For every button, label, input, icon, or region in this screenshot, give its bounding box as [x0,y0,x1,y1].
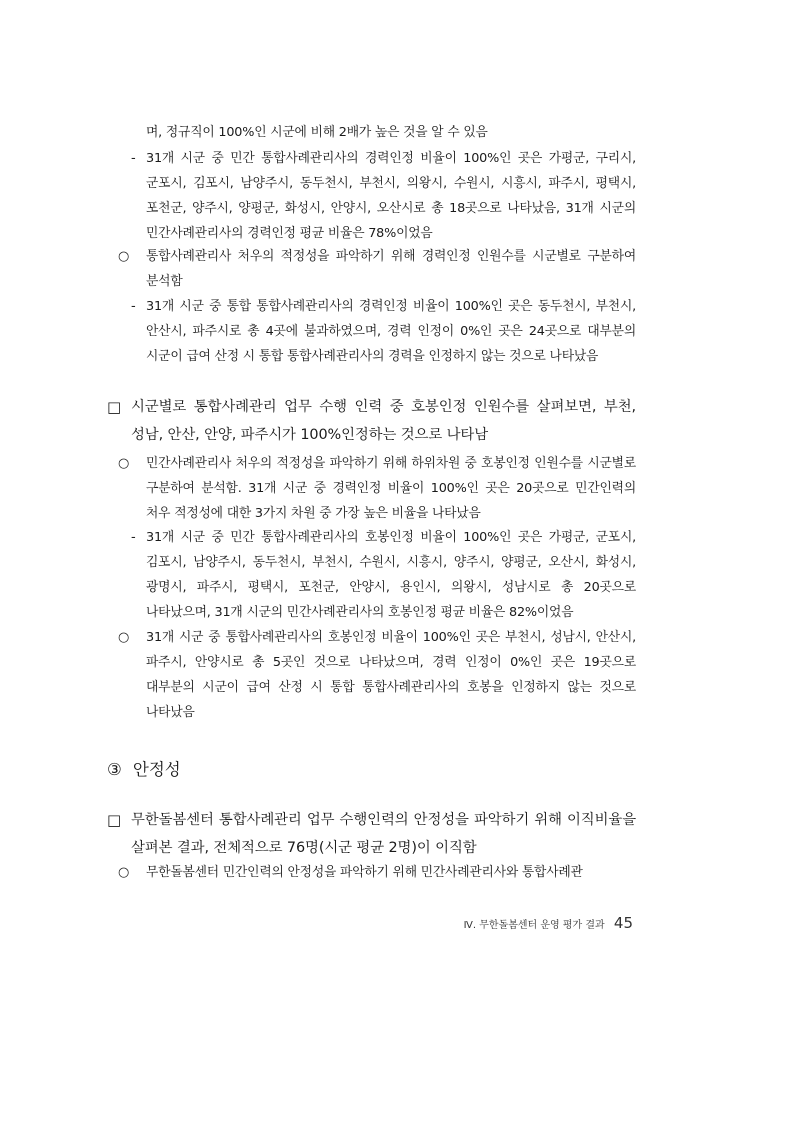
dash-marker: - [131,151,136,166]
paragraph-text: 31개 시군 중 통합 통합사례관리사의 경력인정 비율이 100%인 곳은 동두천시, 부천시, 안산시, 파주시로 총 4곳에 불과하였으며, 경력 인정이 0%인 곳은 24곳으로 대부분의 시군이 급여 산정 시 통합 통합사례관리사의 경력을 인정하지 않는 것으로 나타났음 [146,299,636,364]
paragraph-text: 시군별로 통합사례관리 업무 수행 인력 중 호봉인정 인원수를 살펴보면, 부천, 성남, 안산, 안양, 파주시가 100%인정하는 것으로 나타남 [131,399,636,443]
dash-item [0,294,793,369]
paragraph-continuation [0,120,793,145]
dash-marker: - [131,299,136,314]
circle-marker: ○ [118,865,130,880]
circle-item [0,244,793,294]
paragraph-text: 31개 시군 중 민간 통합사례관리사의 경력인정 비율이 100%인 곳은 가평군, 구리시, 군포시, 김포시, 남양주시, 동두천시, 부천시, 의왕시, 수원시, 시흥시, 파주시, 평택시, 포천군, 양주시, 양평군, 화성시, 안양시, 오산시로 총 18곳으로 나타났음, 31개 시군의 민간사례관리사의 경력인정 평균 비율은 78%이었음 [146,151,636,241]
heading-number: ③ [107,760,122,779]
square-item [0,806,793,862]
paragraph-text: 31개 시군 중 민간 통합사례관리사의 호봉인정 비율이 100%인 곳은 가평군, 군포시, 김포시, 남양주시, 동두천시, 부천시, 수원시, 시흥시, 양주시, 양평군, 오산시, 화성시, 광명시, 파주시, 평택시, 포천군, 안양시, 용인시, 의왕시, 성남시로 총 20곳으로 나타났으며, 31개 시군의 민간사례관리사의 호봉인정 평균 비율은 82%이었음 [146,530,636,620]
section-heading [0,756,793,784]
dash-item [0,525,793,625]
heading-title: 안정성 [132,760,181,779]
paragraph-text: 며, 정규직이 100%인 시군에 비해 2배가 높은 것을 알 수 있음 [146,125,488,140]
circle-item [0,625,793,725]
paragraph-text: 31개 시군 중 통합사례관리사의 호봉인정 비율이 100%인 곳은 부천시, 성남시, 안산시, 파주시, 안양시로 총 5곳인 것으로 나타났으며, 경력 인정이 0%인 곳은 19곳으로 대부분의 시군이 급여 산정 시 통합 통합사례관리사의 호봉을 인정하지 않는 것으로 나타났음 [146,630,636,720]
dash-item [0,146,793,246]
page-number: 45 [613,914,633,932]
circle-item [0,451,793,526]
circle-marker: ○ [118,249,130,264]
circle-marker: ○ [118,456,130,471]
page-footer [464,914,633,932]
paragraph-text: 무한돌봄센터 통합사례관리 업무 수행인력의 안정성을 파악하기 위해 이직비율을 살펴본 결과, 전체적으로 76명(시군 평균 2명)이 이직함 [131,812,636,856]
square-item [0,393,793,449]
footer-section-title: Ⅳ. 무한돌봄센터 운영 평가 결과 [463,920,605,931]
circle-marker: ○ [118,630,130,645]
paragraph-text: 무한돌봄센터 민간인력의 안정성을 파악하기 위해 민간사례관리사와 통합사례관 [146,865,583,880]
square-marker: □ [107,398,122,416]
paragraph-text: 통합사례관리사 처우의 적정성을 파악하기 위해 경력인정 인원수를 시군별로 구분하여 분석함 [146,249,636,289]
paragraph-text: 민간사례관리사 처우의 적정성을 파악하기 위해 하위차원 중 호봉인정 인원수를 시군별로 구분하여 분석함. 31개 시군 중 경력인정 비율이 100%인 곳은 20곳으로 민간인력의 처우 적정성에 대한 3가지 차원 중 가장 높은 비율을 나타났음 [146,456,636,521]
square-marker: □ [107,811,122,829]
circle-item [0,860,793,885]
dash-marker: - [131,530,136,545]
